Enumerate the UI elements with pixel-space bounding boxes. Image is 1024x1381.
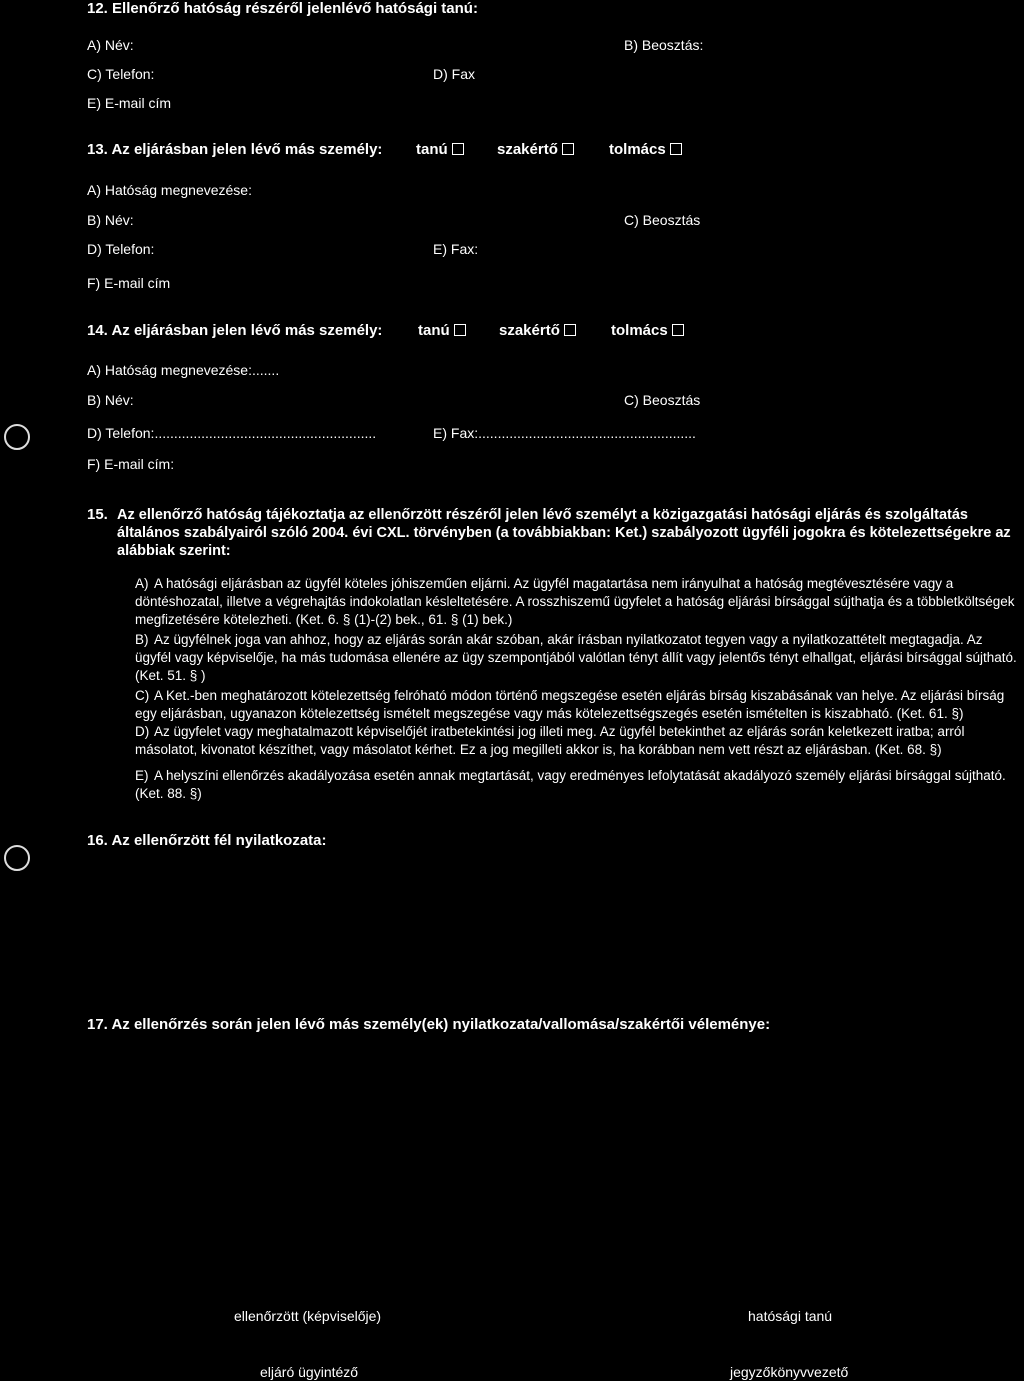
s13-phone-label: D) Telefon: xyxy=(87,241,155,257)
s15-item-e-text: A helyszíni ellenőrzés akadályozása esetén annak megtartását, vagy eredményes lefolytatását akadályozó személy eljárási bírsággal sújtható. (Ket. 88. §) xyxy=(135,768,1006,801)
s15-item-b xyxy=(135,631,1022,685)
signature-official-witness: hatósági tanú xyxy=(748,1308,833,1324)
s14-authority-label: A) Hatóság megnevezése:....... xyxy=(87,362,280,378)
checkbox-icon[interactable] xyxy=(452,143,464,155)
s13-option-witness[interactable] xyxy=(416,141,464,158)
checkbox-icon[interactable] xyxy=(454,324,466,336)
s13-fax-label: E) Fax: xyxy=(433,241,479,257)
s15-item-e-label: E) xyxy=(135,768,149,783)
s12-name-label: A) Név: xyxy=(87,37,134,53)
signature-case-officer: eljáró ügyintéző xyxy=(260,1364,359,1380)
s14-option-witness-label: tanú xyxy=(418,322,450,339)
s14-option-interpreter[interactable] xyxy=(611,322,684,339)
s14-option-expert-label: szakértő xyxy=(499,322,560,339)
s14-name-label: B) Név: xyxy=(87,392,134,408)
s12-email-label: E) E-mail cím xyxy=(87,95,171,111)
s15-item-d-label: D) xyxy=(135,724,150,739)
s15-item-e xyxy=(135,767,1022,803)
section-13-title: 13. Az eljárásban jelen lévő más személy: xyxy=(87,141,383,158)
checkbox-icon[interactable] xyxy=(562,143,574,155)
s15-item-d-text: Az ügyfelet vagy meghatalmazott képviselőjét iratbetekintési jog illeti meg. Az ügyfél betekinthet az eljárás során keletkezett iratba; arról másolatot, kivonatot készíthet, vagy másolatot kérhet. Ez a jog megilleti akkor is, ha korábban nem vett részt az eljárásban. (Ket. 68. §) xyxy=(135,724,965,757)
section-17-title: 17. Az ellenőrzés során jelen lévő más személy(ek) nyilatkozata/vallomása/szakértői véleménye: xyxy=(87,1016,771,1033)
s14-option-witness[interactable] xyxy=(418,322,466,339)
section-14-title: 14. Az eljárásban jelen lévő más személy: xyxy=(87,322,383,339)
s13-authority-label: A) Hatóság megnevezése: xyxy=(87,182,252,198)
s13-option-expert-label: szakértő xyxy=(497,141,558,158)
checkbox-icon[interactable] xyxy=(564,324,576,336)
s14-fax-label: E) Fax:........................................................ xyxy=(433,425,696,441)
section-15-number: 15. xyxy=(87,506,108,523)
s15-item-a-label: A) xyxy=(135,576,149,591)
s15-item-c-text: A Ket.-ben meghatározott kötelezettség felróható módon történő megszegése esetén eljárás bírság kiszabásának van helye. Az eljárási bírság egy eljárásban, ugyanazon kötelezettség ismételt megszegése vagy más kötelezettségszegés esetén ismételten is kiszabható. (Ket. 61. §) xyxy=(135,688,1005,721)
s13-option-expert[interactable] xyxy=(497,141,574,158)
s14-phone-label: D) Telefon:......................................................... xyxy=(87,425,377,441)
s15-item-a xyxy=(135,575,1022,629)
s12-phone-label: C) Telefon: xyxy=(87,66,155,82)
s12-position-label: B) Beosztás: xyxy=(624,37,704,53)
s15-item-d xyxy=(135,723,1022,759)
checkbox-icon[interactable] xyxy=(672,324,684,336)
s13-option-interpreter[interactable] xyxy=(609,141,682,158)
s14-email-label: F) E-mail cím: xyxy=(87,456,175,472)
section-12-title: 12. Ellenőrző hatóság részéről jelenlévő hatósági tanú: xyxy=(87,0,478,17)
s14-option-interpreter-label: tolmács xyxy=(611,322,668,339)
s14-option-expert[interactable] xyxy=(499,322,576,339)
section-16-title: 16. Az ellenőrzött fél nyilatkozata: xyxy=(87,832,327,849)
s15-item-c-label: C) xyxy=(135,688,150,703)
s15-item-b-text: Az ügyfélnek joga van ahhoz, hogy az eljárás során akár szóban, akár írásban nyilatkozatot tegyen vagy a nyilatkozattételt megtagadja. Az ügyfél vagy képviselője, ha más tudomása ellenére az ügy szempontjából valótlan tényt állít vagy jelentős tényt elhallgat, eljárási bírsággal sújtható. (Ket. 51. § ) xyxy=(135,632,1017,683)
signature-minute-taker: jegyzőkönyvvezető xyxy=(730,1364,849,1380)
s13-name-label: B) Név: xyxy=(87,212,134,228)
s14-position-label: C) Beosztás xyxy=(624,392,701,408)
s15-item-c xyxy=(135,687,1022,723)
s13-option-witness-label: tanú xyxy=(416,141,448,158)
punch-hole-bottom xyxy=(4,845,30,871)
signature-inspected-party: ellenőrzött (képviselője) xyxy=(234,1308,382,1324)
s15-item-b-label: B) xyxy=(135,632,149,647)
section-15-intro: Az ellenőrző hatóság tájékoztatja az ellenőrzött részéről jelen lévő személyt a közigazgatási hatósági eljárás és szolgáltatás általános szabályairól szóló 2004. évi CXL. törvényben (a továbbiakban: Ket.) szabályozott ügyféli jogokra és kötelezettségekre az alábbiak szerint: xyxy=(117,507,1011,559)
checkbox-icon[interactable] xyxy=(670,143,682,155)
s13-email-label: F) E-mail cím xyxy=(87,275,171,291)
s12-fax-label: D) Fax xyxy=(433,66,475,82)
s15-item-a-text: A hatósági eljárásban az ügyfél köteles jóhiszeműen eljárni. Az ügyfél magatartása nem irányulhat a hatóság megtévesztésére vagy a döntéshozatal, illetve a végrehajtás indokolatlan késleltetésére. A rosszhiszemű ügyfelet a hatóság eljárási bírsággal sújthatja és a többletköltségek megfizetésére kötelezheti. (Ket. 6. § (1)-(2) bek., 61. § (1) bek.) xyxy=(135,576,1015,627)
s13-position-label: C) Beosztás xyxy=(624,212,701,228)
s13-option-interpreter-label: tolmács xyxy=(609,141,666,158)
punch-hole-top xyxy=(4,424,30,450)
